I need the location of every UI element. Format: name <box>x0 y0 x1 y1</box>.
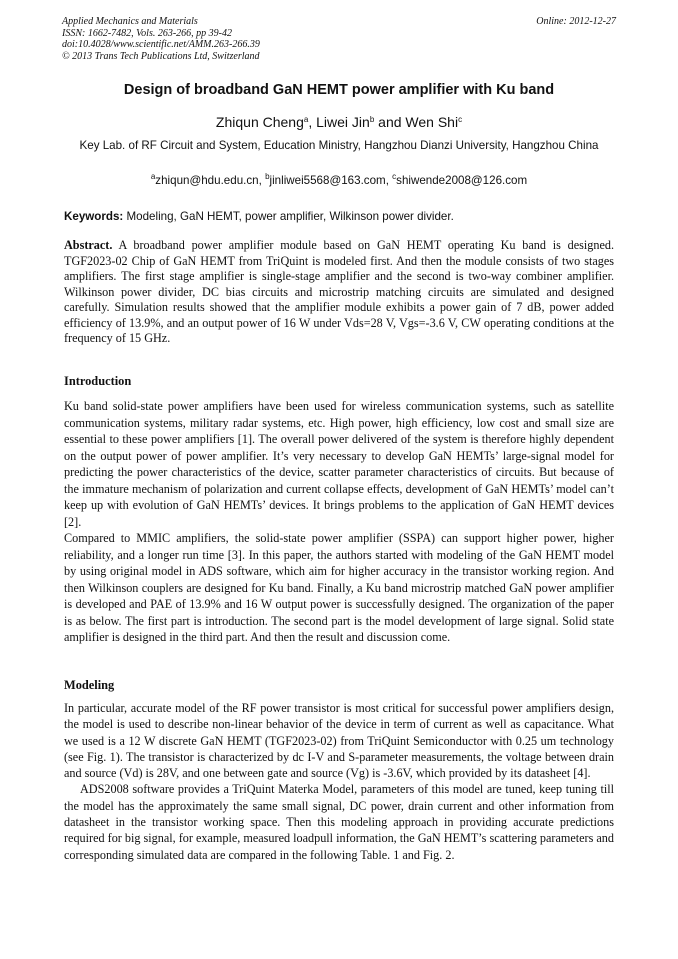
email-address: jinliwei5568@163.com, <box>269 174 393 187</box>
keywords <box>64 210 616 223</box>
email-list <box>40 174 638 187</box>
journal-header <box>62 16 616 62</box>
paragraph: Ku band solid-state power amplifiers have been used for wireless communication systems, such as satellite communication systems, military radar systems, etc. High power, high efficiency, low cost and small size are essential to these power amplifiers [1]. The overall power delivered of the system is therefore highly dependent on the output power of power amplifier. It’s very necessary to develop GaN HEMTs’ large-signal model for predicting the power characteristics of the device, scatter parameter characteristics of circuits. But because of the immature mechanism of polarization and current collapse effects, development of GaN HEMTs’ model can’t keep up with evolution of GaN HEMTs’ devices. It brings problems to the application of GaN HEMT devices [2]. <box>64 399 614 529</box>
copyright-line: © 2013 Trans Tech Publications Ltd, Switzerland <box>62 50 260 62</box>
section-heading-modeling: Modeling <box>64 678 115 692</box>
abstract-label: Abstract. <box>64 238 113 252</box>
email-superscript: b <box>265 172 270 181</box>
paragraph: In particular, accurate model of the RF power transistor is most critical for successful power amplifiers design, the model is used to describe non-linear behavior of the device in term of current as well as capacitance. What we used is a 12 W discrete GaN HEMT (TGF2023-02) from TriQuint Semiconductor with 0.25 um technology (see Fig. 1). The transistor is characterized by dc I-V and S-parameter measurements, the voltage between drain and source (Vd) is 28V, and one between gate and source (Vg) is -3.6V, which provided by its datasheet [4]. <box>64 701 614 781</box>
paragraph: ADS2008 software provides a TriQuint Materka Model, parameters of this model are tuned, keep tuning till the model has the approximately the same small signal, DC power, drain current and other information from datasheet in the transistor working space. Then this modeling approach in providing accurate predictions required for big signal, for example, measured loadpull information, the GaN HEMT’s scattering parameters and corresponding simulated data are compared in the following Table. 1 and Fig. 2. <box>64 782 614 862</box>
email-superscript: a <box>150 172 156 181</box>
journal-name: Applied Mechanics and Materials <box>62 16 198 27</box>
section-heading-introduction: Introduction <box>64 374 132 388</box>
email-address: zhiqun@hdu.edu.cn, <box>155 174 266 187</box>
author-separator: and <box>374 114 406 130</box>
abstract <box>64 238 614 347</box>
introduction-body <box>64 398 614 646</box>
author-name: Wen Shi <box>405 114 459 130</box>
author-separator: , <box>308 114 317 130</box>
affiliation: Key Lab. of RF Circuit and System, Education Ministry, Hangzhou Dianzi University, Hangzhou China <box>79 139 599 152</box>
keywords-label: Keywords: <box>64 210 124 223</box>
email-superscript: c <box>392 172 397 181</box>
author-name: Liwei Jin <box>316 114 370 130</box>
author-superscript: a <box>303 115 309 124</box>
author-name: Zhiqun Cheng <box>215 114 304 130</box>
keywords-text: Modeling, GaN HEMT, power amplifier, Wilkinson power divider. <box>123 210 454 223</box>
email-address: shiwende2008@126.com <box>396 174 528 187</box>
paragraph: Compared to MMIC amplifiers, the solid-state power amplifier (SSPA) can support higher power, higher reliability, and a longer run time [3]. In this paper, the authors started with modeling of the GaN HEMT model by using original model in ADS software, which aim for higher accuracy in the transistor working region. And then Wilkinson couplers are designed for Ku band. Finally, a Ku band microstrip matched GaN power amplifier is developed and PAE of 13.9% and 16 W output power is successfully designed. The organization of the paper is as below. The first part is introduction. The second part is the model development of large signal. Solid state amplifier is designed in the third part. And then the result and discussion come. <box>64 531 614 644</box>
doi-line: doi:10.4028/www.scientific.net/AMM.263-266.39 <box>62 39 260 50</box>
author-superscript: b <box>369 115 375 124</box>
author-superscript: c <box>458 115 463 124</box>
abstract-text: A broadband power amplifier module based on GaN HEMT operating Ku band is designed. TGF2023-02 Chip of GaN HEMT from TriQuint is modeled first. And then the module consists of two stages amplifiers. The first stage amplifier is single-stage amplifier and the second is two-way combiner amplifier. Wilkinson power divider, DC bias circuits and microstrip matching circuits are simulated and designed carefully. Simulation results showed that the amplifier module exhibits a power gain of 7 dB, power added efficiency of 13.9%, and an output power of 16 W under Vds=28 V, Vgs=-3.6 V, CW operating conditions at the frequency of 15 GHz. <box>64 238 614 345</box>
paper-title: Design of broadband GaN HEMT power amplifier with Ku band <box>123 82 555 98</box>
modeling-body <box>64 700 614 863</box>
author-list <box>40 114 638 130</box>
issn-line: ISSN: 1662-7482, Vols. 263-266, pp 39-42 <box>62 27 232 39</box>
online-date: Online: 2012-12-27 <box>536 16 616 27</box>
